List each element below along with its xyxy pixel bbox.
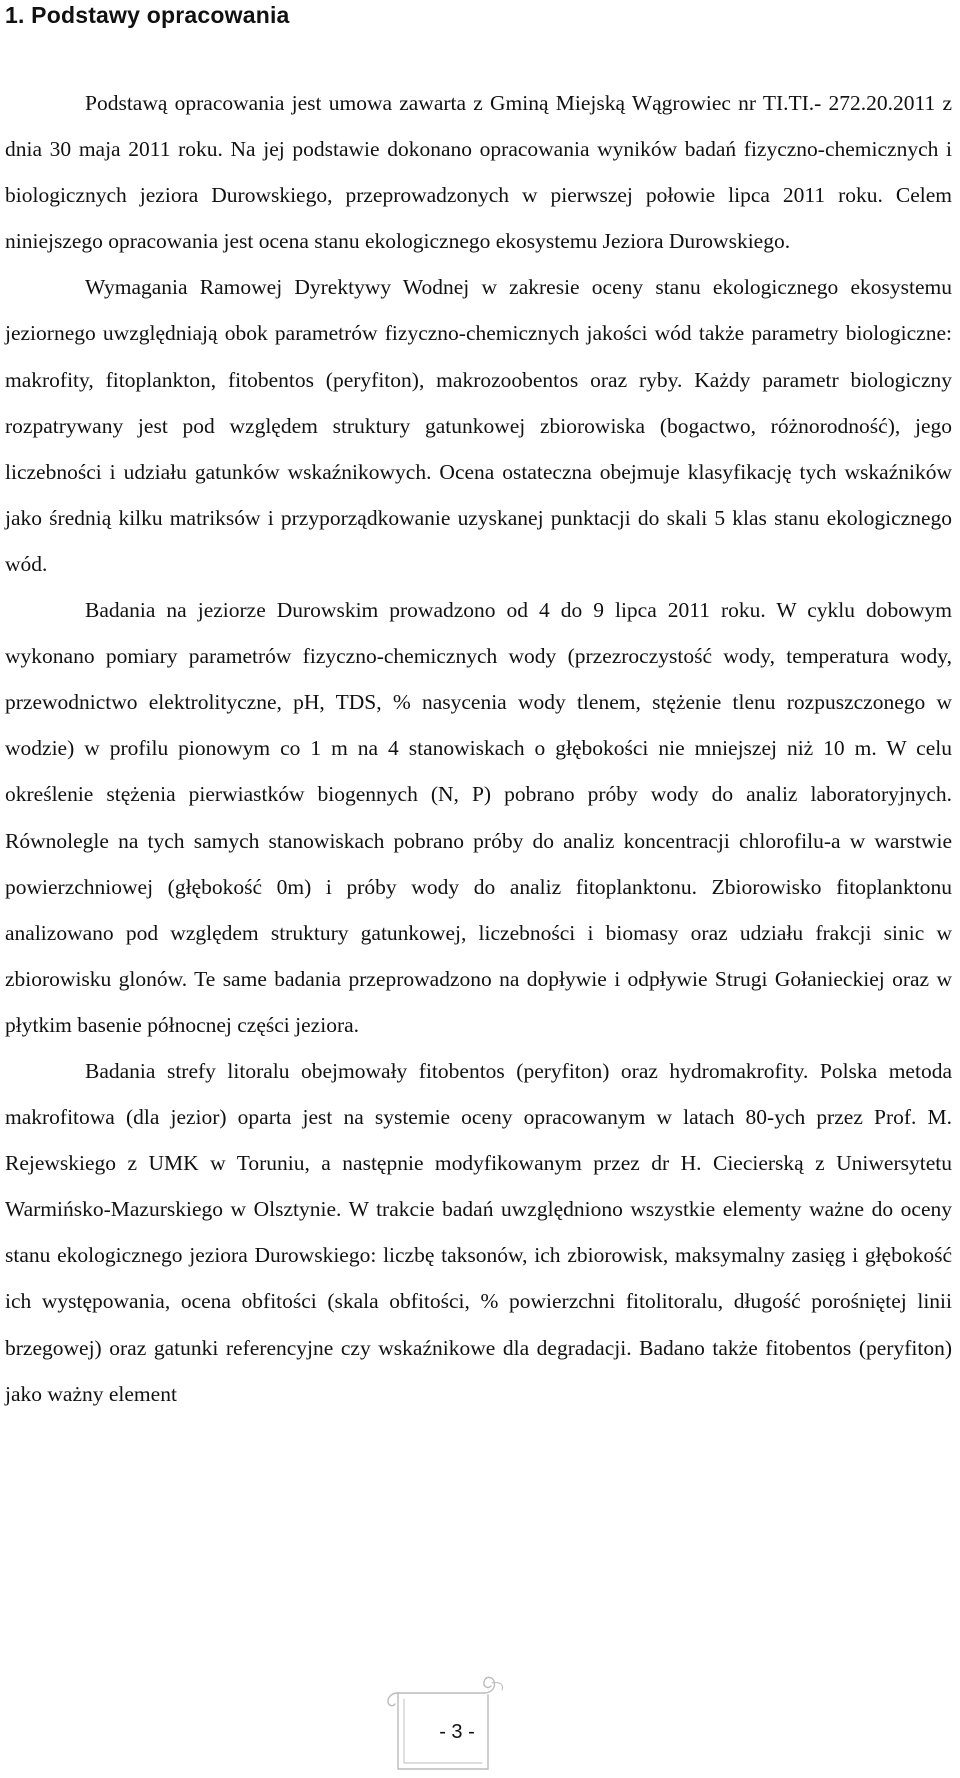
- body-text: [5, 80, 952, 1417]
- page-number: - 3 -: [439, 1721, 475, 1743]
- paragraph-lake-studies: Badania na jeziorze Durowskim prowadzono od 4 do 9 lipca 2011 roku. W cyklu dobowym wykonano pomiary parametrów fizyczno-chemicznych wody (przezroczystość wody, temperatura wody, przewodnictwo elektrolityczne, pH, TDS, % nasycenia wody tlenem, stężenie tlenu rozpuszczonego w wodzie) w profilu pionowym co 1 m na 4 stanowiskach o głębokości nie mniejszej niż 10 m. W celu określenie stężenia pierwiastków biogennych (N, P) pobrano próby wody do analiz laboratoryjnych. Równolegle na tych samych stanowiskach pobrano próby do analiz koncentracji chlorofilu-a w warstwie powierzchniowej (głębokość 0m) i próby wody do analiz fitoplanktonu. Zbiorowisko fitoplanktonu analizowano pod względem struktury gatunkowej, liczebności i biomasy oraz udziału frakcji sinic w zbiorowisku glonów. Te same badania przeprowadzono na dopływie i odpływie Strugi Gołanieckiej oraz w płytkim basenie północnej części jeziora.: [5, 598, 952, 1037]
- paragraph-littoral-studies: Badania strefy litoralu obejmowały fitobentos (peryfiton) oraz hydromakrofity. Polska metoda makrofitowa (dla jezior) oparta jest na systemie oceny opracowanym w latach 80-ych przez Prof. M. Rejewskiego z UMK w Toruniu, a następnie modyfikowanym przez dr H. Ciecierską z Uniwersytetu Warmińsko-Mazurskiego w Olsztynie. W trakcie badań uwzględniono wszystkie elementy ważne do oceny stanu ekologicznego jeziora Durowskiego: liczbę taksonów, ich zbiorowisk, maksymalny zasięg i głębokość ich występowania, ocena obfitości (skala obfitości, % powierzchni fitolitoralu, długość porośniętej linii brzegowej) oraz gatunki referencyjne czy wskaźnikowe dla degradacji. Badano także fitobentos (peryfiton) jako ważny element: [5, 1058, 952, 1406]
- section-heading: 1. Podstawy opracowania: [5, 2, 290, 28]
- paragraph-requirements: Wymagania Ramowej Dyrektywy Wodnej w zakresie oceny stanu ekologicznego ekosystemu jeziornego uwzględniają obok parametrów fizyczno-chemicznych jakości wód także parametry biologiczne: makrofity, fitoplankton, fitobentos (peryfiton), makrozoobentos oraz ryby. Każdy parametr biologiczny rozpatrywany jest pod względem struktury gatunkowej zbiorowiska (bogactwo, różnorodność), jego liczebności i udziału gatunków wskaźnikowych. Ocena ostateczna obejmuje klasyfikację tych wskaźników jako średnią kilku matriksów i przyporządkowanie uzyskanej punktacji do skali 5 klas stanu ekologicznego wód.: [5, 275, 952, 576]
- paragraph-basis: Podstawą opracowania jest umowa zawarta z Gminą Miejską Wągrowiec nr TI.TI.- 272.20.2011 z dnia 30 maja 2011 roku. Na jej podstawie dokonano opracowania wyników badań fizyczno-chemicznych i biologicznych jeziora Durowskiego, przeprowadzonych w pierwszej połowie lipca 2011 roku. Celem niniejszego opracowania jest ocena stanu ekologicznego ekosystemu Jeziora Durowskiego.: [5, 91, 952, 254]
- page-footer: [384, 1673, 514, 1773]
